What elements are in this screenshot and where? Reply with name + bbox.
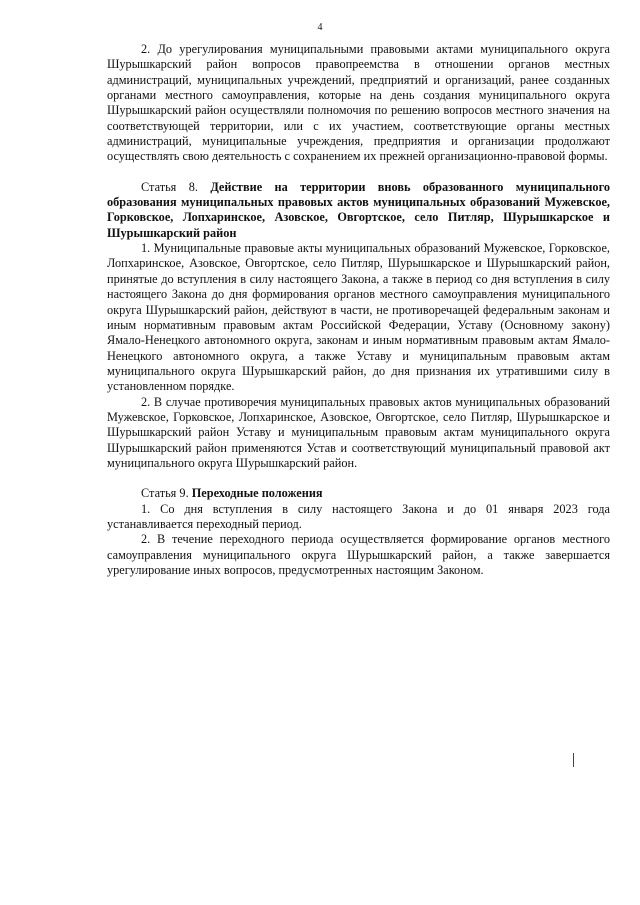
article8-paragraph-2: 2. В случае противоречия муниципальных правовых актов муниципальных образований Мужевское, Горковское, Лопхаринское, Азовское, Овгортское, село Питляр, Шурышкарское и Шурышкарский район Уставу и муниципальным правовым актам муниципального округа Шурышкарский район применяются Устав и соответствующий муниципальный правовой акт муниципального округа Шурышкарский район. [107, 394, 610, 470]
article9-heading [107, 486, 610, 501]
section-gap [107, 165, 610, 180]
article8-paragraph-1: 1. Муниципальные правовые акты муниципальных образований Мужевское, Горковское, Лопхаринское, Азовское, Овгортское, село Питляр, Шурышкарское и Шурышкарский район, принятые до вступления в силу настоящего Закона, а также в период со дня вступления в силу настоящего Закона до дня формирования органов местного самоуправления муниципального округа Шурышкарский район, действуют в части, не противоречащей федеральным законам и иным нормативным правовым актам Российской Федерации, Уставу (Основному закону) Ямало-Ненецкого автономного округа, законам и иным нормативным правовым актам Ямало-Ненецкого автономного округа, а также Уставу и муниципальным правовым актам муниципального округа Шурышкарский район, до дня признания их утратившими силу в установленном порядке. [107, 241, 610, 394]
scan-mark [573, 753, 574, 767]
document-body [107, 42, 610, 578]
article9-paragraph-1: 1. Со дня вступления в силу настоящего Закона и до 01 января 2023 года устанавливается переходный период. [107, 501, 610, 531]
article9-title: Переходные положения [191, 486, 323, 501]
scan-margin-marks [10, 95, 12, 355]
section-gap [107, 471, 610, 486]
article9-label: Статья 9. [141, 486, 189, 501]
page-number: 4 [317, 22, 323, 33]
article8-heading [107, 180, 610, 241]
article9-paragraph-2: 2. В течение переходного периода осуществляется формирование органов местного самоуправления муниципального округа Шурышкарский район, а также завершается урегулирование иных вопросов, предусмотренных настоящим Законом. [107, 532, 610, 577]
article8-label: Статья 8. [141, 179, 198, 194]
article8-title: Действие на территории вновь образованного муниципального образования муниципальных правовых актов муниципальных образований Мужевское, Горковское, Лопхаринское, Азовское, Овгортское, село Питляр, Шурышкарское и Шурышкарский район [107, 179, 611, 240]
article7-paragraph-2: 2. До урегулирования муниципальными правовыми актами муниципального округа Шурышкарский район вопросов правопреемства в отношении органов местных администраций, муниципальных учреждений, предприятий и организаций, ранее созданных органами местного самоуправления, которые на день создания муниципального округа Шурышкарский район осуществляли полномочия по решению вопросов местного значения на соответствующей территории, или с их участием, соответствующие органы местных администраций, муниципальные учреждения, предприятия и организации продолжают осуществлять свою деятельность с сохранением их прежней организационно-правовой формы. [107, 42, 610, 164]
